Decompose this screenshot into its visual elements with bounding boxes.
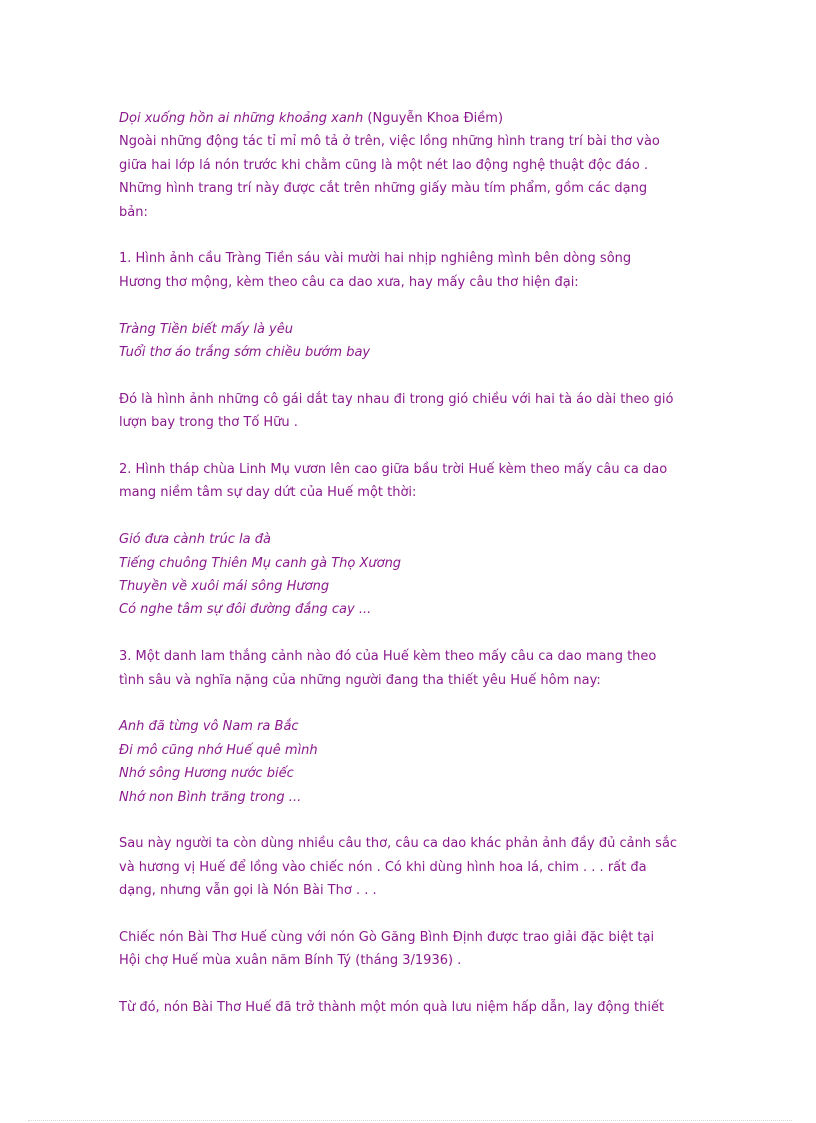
spacer [119,505,709,528]
quote-author: (Nguyễn Khoa Điềm) [363,111,504,126]
poem-line: Gió đưa cành trúc la đà [119,532,271,548]
paragraph-line: tình sâu và nghĩa nặng của những người đang tha thiết yêu Huế hôm nay: [119,672,601,688]
list-item-3 [119,645,709,692]
poem-2 [119,528,709,622]
spacer [119,973,709,996]
poem-line: Tràng Tiền biết mấy là yêu [119,321,293,337]
spacer [119,692,709,715]
spacer [119,622,709,645]
poem-line: Có nghe tâm sự đôi đường đắng cay ... [119,602,372,618]
paragraph-line: Hội chợ Huế mùa xuân năm Bính Tý (tháng 3/1936) . [119,953,462,969]
paragraph-line: mang niềm tâm sự day dứt của Huế một thời: [119,485,417,501]
document-body [119,107,709,1020]
footer-divider [28,1120,792,1121]
poem-3 [119,715,709,809]
paragraph-4 [119,996,709,1019]
paragraph-2 [119,832,709,902]
spacer [119,294,709,317]
quote-line [119,107,709,130]
poem-line: Thuyền về xuôi mái sông Hương [119,579,330,595]
paragraph-line: 1. Hình ảnh cầu Tràng Tiền sáu vài mười hai nhịp nghiêng mình bên dòng sông [119,251,632,267]
paragraph-line: Sau này người ta còn dùng nhiều câu thơ, câu ca dao khác phản ảnh đầy đủ cảnh sắc [119,836,678,852]
paragraph-line: lượn bay trong thơ Tố Hữu . [119,415,298,431]
intro-paragraph [119,130,709,224]
poem-line: Nhớ non Bình trăng trong ... [119,789,302,805]
paragraph-line: 3. Một danh lam thắng cảnh nào đó của Huế kèm theo mấy câu ca dao mang theo [119,649,657,665]
list-item-2 [119,458,709,505]
spacer [119,903,709,926]
paragraph-line: dạng, nhưng vẫn gọi là Nón Bài Thơ . . . [119,883,377,899]
paragraph-line: Hương thơ mộng, kèm theo câu ca dao xưa, hay mấy câu thơ hiện đại: [119,274,579,290]
spacer [119,364,709,387]
paragraph-line: Đó là hình ảnh những cô gái dắt tay nhau đi trong gió chiều với hai tà áo dài theo gió [119,391,674,407]
paragraph-line: Chiếc nón Bài Thơ Huế cùng với nón Gò Găng Bình Định được trao giải đặc biệt tại [119,930,655,946]
spacer [119,435,709,458]
paragraph-line: 2. Hình tháp chùa Linh Mụ vươn lên cao giữa bầu trời Huế kèm theo mấy câu ca dao [119,462,668,478]
paragraph-line: Những hình trang trí này được cắt trên những giấy màu tím phẩm, gồm các dạng [119,181,648,197]
spacer [119,224,709,247]
poem-line: Anh đã từng vô Nam ra Bắc [119,719,299,735]
list-item-1 [119,247,709,294]
paragraph-line: Ngoài những động tác tỉ mỉ mô tả ở trên, việc lồng những hình trang trí bài thơ vào [119,134,660,150]
poem-line: Đi mô cũng nhớ Huế quê mình [119,742,318,758]
paragraph-line: giữa hai lớp lá nón trước khi chằm cũng là một nét lao động nghệ thuật độc đáo . [119,157,649,173]
poem-line: Nhớ sông Hương nước biếc [119,766,294,782]
paragraph-line: và hương vị Huế để lồng vào chiếc nón . Có khi dùng hình hoa lá, chim . . . rất đa [119,859,647,875]
spacer [119,809,709,832]
paragraph-line: Từ đó, nón Bài Thơ Huế đã trở thành một món quà lưu niệm hấp dẫn, lay động thiết [119,1000,665,1016]
poem-line: Tuổi thơ áo trắng sớm chiều bướm bay [119,345,371,361]
paragraph-1 [119,388,709,435]
poem-1 [119,318,709,365]
paragraph-3 [119,926,709,973]
paragraph-line: bản: [119,204,148,220]
poem-line: Tiếng chuông Thiên Mụ canh gà Thọ Xương [119,555,402,571]
quote-text: Dọi xuống hồn ai những khoảng xanh [119,111,364,126]
